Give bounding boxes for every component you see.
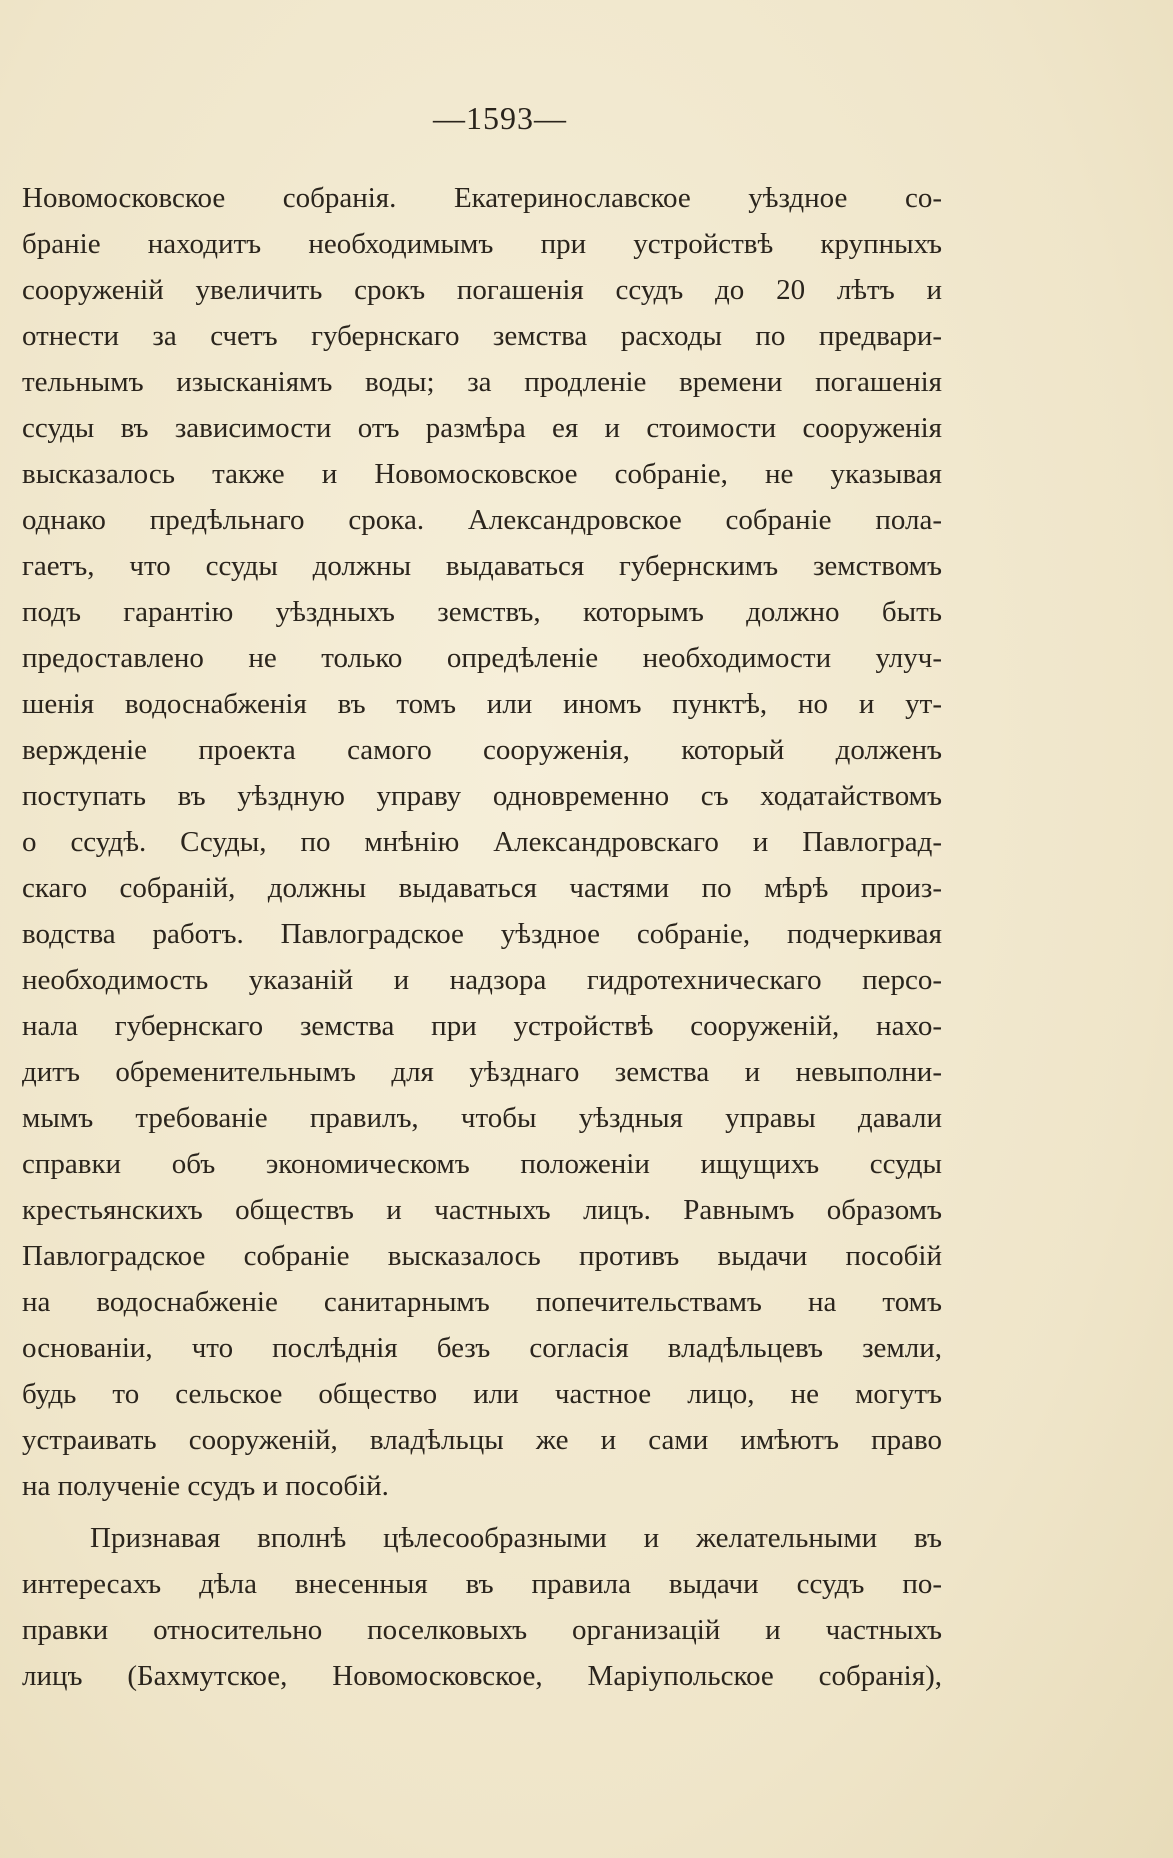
text-line: правки относительно поселковыхъ организацій и частныхъ <box>22 1614 942 1646</box>
page-number: —1593— <box>433 100 567 136</box>
text-line: интересахъ дѣла внесенныя въ правила выдачи ссудъ по- <box>22 1568 942 1600</box>
text-line: гаетъ, что ссуды должны выдаваться губернскимъ земствомъ <box>22 550 942 582</box>
text-line: мымъ требованіе правилъ, чтобы уѣздныя управы давали <box>22 1102 942 1134</box>
text-line: лицъ (Бахмутское, Новомосковское, Маріупольское собранія), <box>22 1660 942 1692</box>
text-line: необходимость указаній и надзора гидротехническаго персо- <box>22 964 942 996</box>
text-line: Признавая вполнѣ цѣлесообразными и желательными въ <box>90 1522 942 1554</box>
text-line: крестьянскихъ обществъ и частныхъ лицъ. Равнымъ образомъ <box>22 1194 942 1226</box>
text-line: будь то сельское общество или частное лицо, не могутъ <box>22 1378 942 1410</box>
text-line: высказалось также и Новомосковское собраніе, не указывая <box>22 458 942 490</box>
text-line: о ссудѣ. Ссуды, по мнѣнію Александровскаго и Павлоград- <box>22 826 942 858</box>
text-line: нала губернскаго земства при устройствѣ сооруженій, нахо- <box>22 1010 942 1042</box>
text-line: Новомосковское собранія. Екатеринославское уѣздное со- <box>22 182 942 214</box>
text-line: сооруженій увеличить срокъ погашенія ссудъ до 20 лѣтъ и <box>22 274 942 306</box>
body-text <box>22 175 942 1699</box>
text-line: основаніи, что послѣднія безъ согласія владѣльцевъ земли, <box>22 1332 942 1364</box>
text-line: подъ гарантію уѣздныхъ земствъ, которымъ должно быть <box>22 596 942 628</box>
text-line: Павлоградское собраніе высказалось противъ выдачи пособій <box>22 1240 942 1272</box>
text-line: справки объ экономическомъ положеніи ищущихъ ссуды <box>22 1148 942 1180</box>
text-line: на водоснабженіе санитарнымъ попечительствамъ на томъ <box>22 1286 942 1318</box>
text-line: однако предѣльнаго срока. Александровское собраніе пола- <box>22 504 942 536</box>
text-line: отнести за счетъ губернскаго земства расходы по предвари- <box>22 320 942 352</box>
text-line: шенія водоснабженія въ томъ или иномъ пунктѣ, но и ут- <box>22 688 942 720</box>
text-line: на полученіе ссудъ и пособій. <box>22 1470 389 1502</box>
text-line: предоставлено не только опредѣленіе необходимости улуч- <box>22 642 942 674</box>
text-line: водства работъ. Павлоградское уѣздное собраніе, подчеркивая <box>22 918 942 950</box>
text-line: устраивать сооруженій, владѣльцы же и сами имѣютъ право <box>22 1424 942 1456</box>
text-line: скаго собраній, должны выдаваться частями по мѣрѣ произ- <box>22 872 942 904</box>
text-line: тельнымъ изысканіямъ воды; за продленіе времени погашенія <box>22 366 942 398</box>
text-line: дитъ обременительнымъ для уѣзднаго земства и невыполни- <box>22 1056 942 1088</box>
text-line: вержденіе проекта самого сооруженія, который долженъ <box>22 734 942 766</box>
text-line: поступать въ уѣздную управу одновременно съ ходатайствомъ <box>22 780 942 812</box>
text-line: ссуды въ зависимости отъ размѣра ея и стоимости сооруженія <box>22 412 942 444</box>
text-line: браніе находитъ необходимымъ при устройствѣ крупныхъ <box>22 228 942 260</box>
